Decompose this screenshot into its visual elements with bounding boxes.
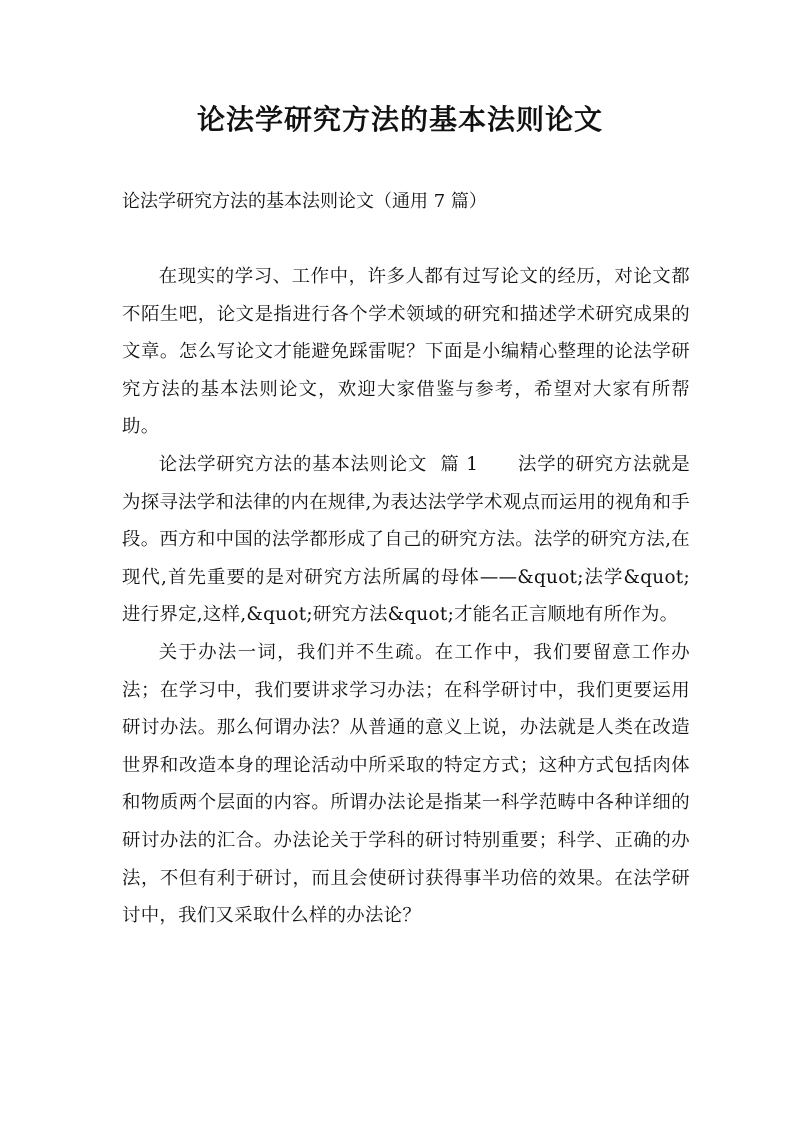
paragraph-text: 关于办法一词，我们并不生疏。在工作中，我们要留意工作办法；在学习中，我们要讲求学习办法；在科学研讨中，我们更要运用研讨办法。那么何谓办法？从普通的意义上说，办法就是人类在改造世界和改造本身的理论活动中所采取的特定方式；这种方式包括肉体和物质两个层面的内容。所谓办法论是指某一科学范畴中各种详细的研讨办法的汇合。办法论关于学科的研讨特别重要；科学、正确的办法，不但有利于研讨，而且会使研讨获得事半功倍的效果。在法学研讨中，我们又采取什么样的办法论？ (122, 641, 690, 927)
paragraph-text: 法学的研究方法就是为探寻法学和法律的内在规律,为表达法学学术观点而运用的视角和手段。西方和中国的法学都形成了自己的研究方法。法学的研究方法,在现代,首先重要的是对研究方法所属的母体——&quot;法学&quot;进行界定,这样,&quot;研究方法&quot;才能名正言顺地有所作为。 (122, 453, 690, 626)
intro-paragraph (122, 258, 690, 446)
section-heading: 论法学研究方法的基本法则论文 篇 1 (158, 453, 518, 475)
document-subtitle: 论法学研究方法的基本法则论文（通用 7 篇） (122, 191, 487, 212)
section-1-paragraph (122, 446, 690, 634)
document-body (122, 258, 690, 935)
document-title: 论法学研究方法的基本法则论文 (196, 103, 603, 136)
method-paragraph (122, 634, 690, 935)
paragraph-text: 在现实的学习、工作中，许多人都有过写论文的经历，对论文都不陌生吧，论文是指进行各个学术领域的研究和描述学术研究成果的文章。怎么写论文才能避免踩雷呢？下面是小编精心整理的论法学研究方法的基本法则论文，欢迎大家借鉴与参考，希望对大家有所帮助。 (122, 266, 690, 438)
